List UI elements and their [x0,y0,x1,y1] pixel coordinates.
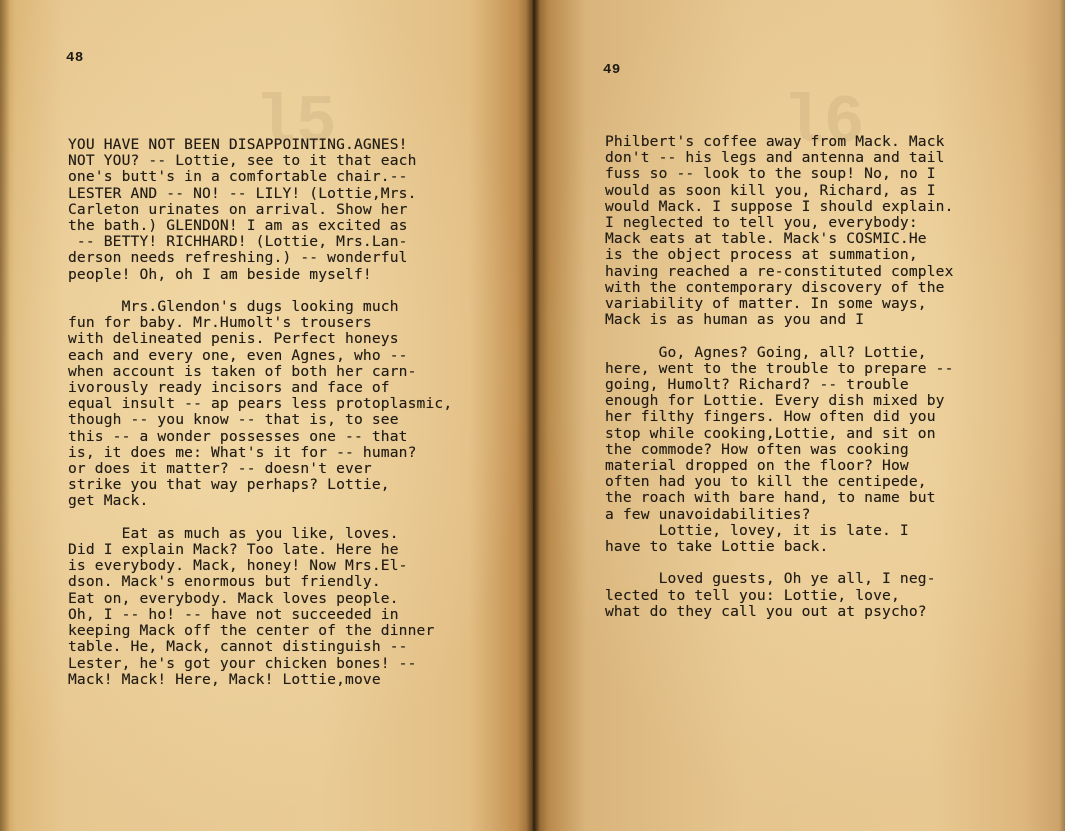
page-text: YOU HAVE NOT BEEN DISAPPOINTING.AGNES! NOT YOU? -- Lottie, see to it that each one's butt's in a comfortable chair.-- LESTER AND -- NO! -- LILY! (Lottie,Mrs. Carleton urinates on arrival. Show her the bath.) GLENDON! I am as excited as -- BETTY! RICHHARD! (Lottie, Mrs.Lan- derson needs refreshing.) -- wonderful people! Oh, oh I am beside myself! Mrs.Glendon's dugs looking much fun for baby. Mr.Humolt's trousers with delineated penis. Perfect honeys each and every one, even Agnes, who -- when account is taken of both her carn- ivorously ready incisors and face of equal insult -- ap pears less protoplasmic, though -- you know -- that is, to see this -- a wonder possesses one -- that is, it does me: What's it for -- human? or does it matter? -- doesn't ever strike you that way perhaps? Lottie, get Mack. Eat as much as you like, loves. Did I explain Mack? Too late. Here he is everybody. Mack, honey! Now Mrs.El- dson. Mack's enormous but friendly. Eat on, everybody. Mack loves people. Oh, I -- ho! -- have not succeeded in keeping Mack off the center of the dinner table. He, Mack, cannot distinguish -- Lester, he's got your chicken bones! -- Mack! Mack! Here, Mack! Lottie,move [68,136,453,688]
page-number: 49 [603,62,621,78]
left-page-edge [0,0,10,831]
right-page [533,0,1065,831]
right-page-edge [1059,0,1065,831]
page-text: Philbert's coffee away from Mack. Mack don't -- his legs and antenna and tail fuss so -- look to the soup! No, no I would as soon kill you, Richard, as I would Mack. I suppose I should explain. I neglected to tell you, everybody: Mack eats at table. Mack's COSMIC.He is the object process at summation, having reached a re-constituted complex with the contemporary discovery of the variability of matter. In some ways, Mack is as human as you and I Go, Agnes? Going, all? Lottie, here, went to the trouble to prepare -- going, Humolt? Richard? -- trouble enough for Lottie. Every dish mixed by her filthy fingers. How often did you stop while cooking,Lottie, and sit on the commode? How often was cooking material dropped on the floor? How often had you to kill the centipede, the roach with bare hand, to name but a few unavoidabilities? Lottie, lovey, it is late. I have to take Lottie back. Loved guests, Oh ye all, I neg- lected to tell you: Lottie, love, what do they call you out at psycho? [605,133,954,620]
bleed-through-mark: l5 [255,85,337,162]
book-gutter [526,0,540,831]
page-number: 48 [66,50,84,66]
bleed-through-mark: l6 [783,85,865,162]
